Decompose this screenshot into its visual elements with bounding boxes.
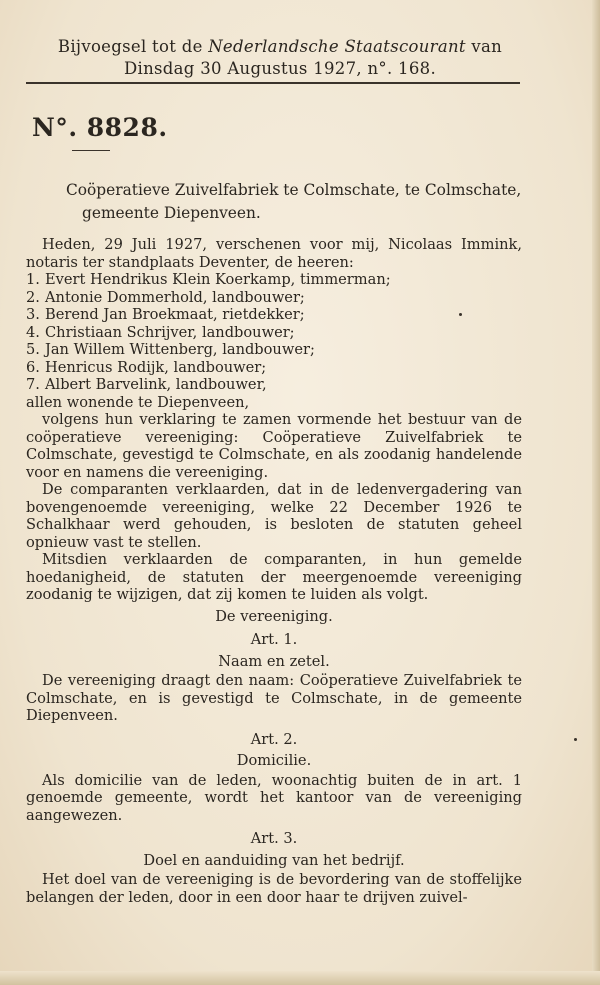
header-publication-name: Nederlandsche Staatscourant — [208, 37, 466, 56]
member-number: 2. — [26, 288, 40, 306]
list-item — [26, 271, 522, 289]
article-label: Art. 1. — [250, 631, 298, 648]
header-prefix: Bijvoegsel tot de — [57, 37, 203, 56]
list-item — [26, 376, 522, 394]
article-text: De vereeniging draagt den naam: Coöperatieve Zuivelfabriek te Colmschate, en is gevestigd te Colmschate, in de gemeente Diepenveen. — [26, 672, 522, 724]
member-text: Henricus Rodijk, landbouwer; — [45, 358, 267, 376]
statutes-paragraph: Mitsdien verklaarden de comparanten, in hun gemelde hoedanigheid, de statuten der meergenoemde vereeniging zoodanig te wijzigen, dat zij komen te luiden als volgt. — [26, 551, 522, 603]
member-number: 6. — [26, 358, 40, 376]
list-item — [26, 324, 522, 342]
member-number: 5. — [26, 341, 40, 358]
article-label: Art. 2. — [250, 730, 298, 748]
section-heading: De vereeniging. — [215, 607, 333, 625]
title-line-1: Coöperatieve Zuivelfabriek te Colmschate, te Colmschate, — [66, 181, 522, 199]
header-divider — [26, 82, 520, 84]
member-text: Jan Willem Wittenberg, landbouwer; — [45, 341, 315, 358]
document-body — [26, 236, 522, 906]
member-text: Christiaan Schrijver, landbouwer; — [45, 323, 295, 341]
document-title — [30, 179, 524, 225]
member-text: Antonie Dommerhold, landbouwer; — [45, 288, 305, 306]
member-number: 3. — [26, 306, 40, 323]
publication-header — [30, 36, 530, 80]
article-heading: Doel en aanduiding van het bedrijf. — [143, 851, 405, 869]
member-list — [26, 271, 522, 394]
member-number: 4. — [26, 323, 40, 341]
page-edge-bottom — [0, 971, 600, 985]
declaration-paragraph: De comparanten verklaarden, dat in de ledenvergadering van bovengenoemde vereeniging, welke 22 December 1926 te Schalkhaar werd gehouden, is besloten de statuten geheel opnieuw vast te stellen. — [26, 481, 522, 551]
title-line-2: gemeente Diepenveen. — [82, 204, 261, 222]
member-text: Albert Barvelink, landbouwer, — [45, 376, 267, 393]
residence-line: allen wonende te Diepenveen, — [26, 393, 250, 411]
article-text: Als domicilie van de leden, woonachtig buiten de in art. 1 genoemde gemeente, wordt het kantoor van de vereeniging aangewezen. — [26, 771, 522, 824]
member-number: 1. — [26, 271, 40, 288]
list-item — [26, 359, 522, 377]
intro-paragraph: Heden, 29 Juli 1927, verschenen voor mij, Nicolaas Immink, notaris ter standplaats Deventer, de heeren: — [26, 236, 522, 271]
header-line-1 — [30, 36, 530, 58]
list-item — [26, 306, 522, 324]
ink-speck — [459, 313, 462, 316]
header-date: Dinsdag 30 Augustus 1927, n°. 168. — [123, 59, 436, 78]
list-item — [26, 341, 522, 359]
member-text: Evert Hendrikus Klein Koerkamp, timmerman; — [45, 271, 391, 288]
list-item — [26, 289, 522, 307]
member-text: Berend Jan Broekmaat, rietdekker; — [45, 306, 305, 323]
article-heading: Naam en zetel. — [218, 652, 330, 670]
article-label: Art. 3. — [250, 830, 298, 847]
page-edge-right — [592, 0, 600, 985]
board-paragraph: volgens hun verklaring te zamen vormende het bestuur van de coöperatieve vereeniging: Coöperatieve Zuivelfabriek te Colmschate, gevestigd te Colmschate, en als zoodanig handelende voor en namens die vereeniging. — [26, 411, 522, 481]
number-divider — [72, 150, 110, 151]
article-text: Het doel van de vereeniging is de bevordering van de stoffelijke belangen der leden, door in een door haar te drijven zuivel- — [26, 871, 522, 906]
member-number: 7. — [26, 376, 40, 393]
document-number: N°. 8828. — [32, 113, 168, 142]
header-suffix: van — [471, 37, 503, 56]
ink-speck — [574, 738, 577, 741]
article-heading: Domicilie. — [236, 752, 312, 769]
